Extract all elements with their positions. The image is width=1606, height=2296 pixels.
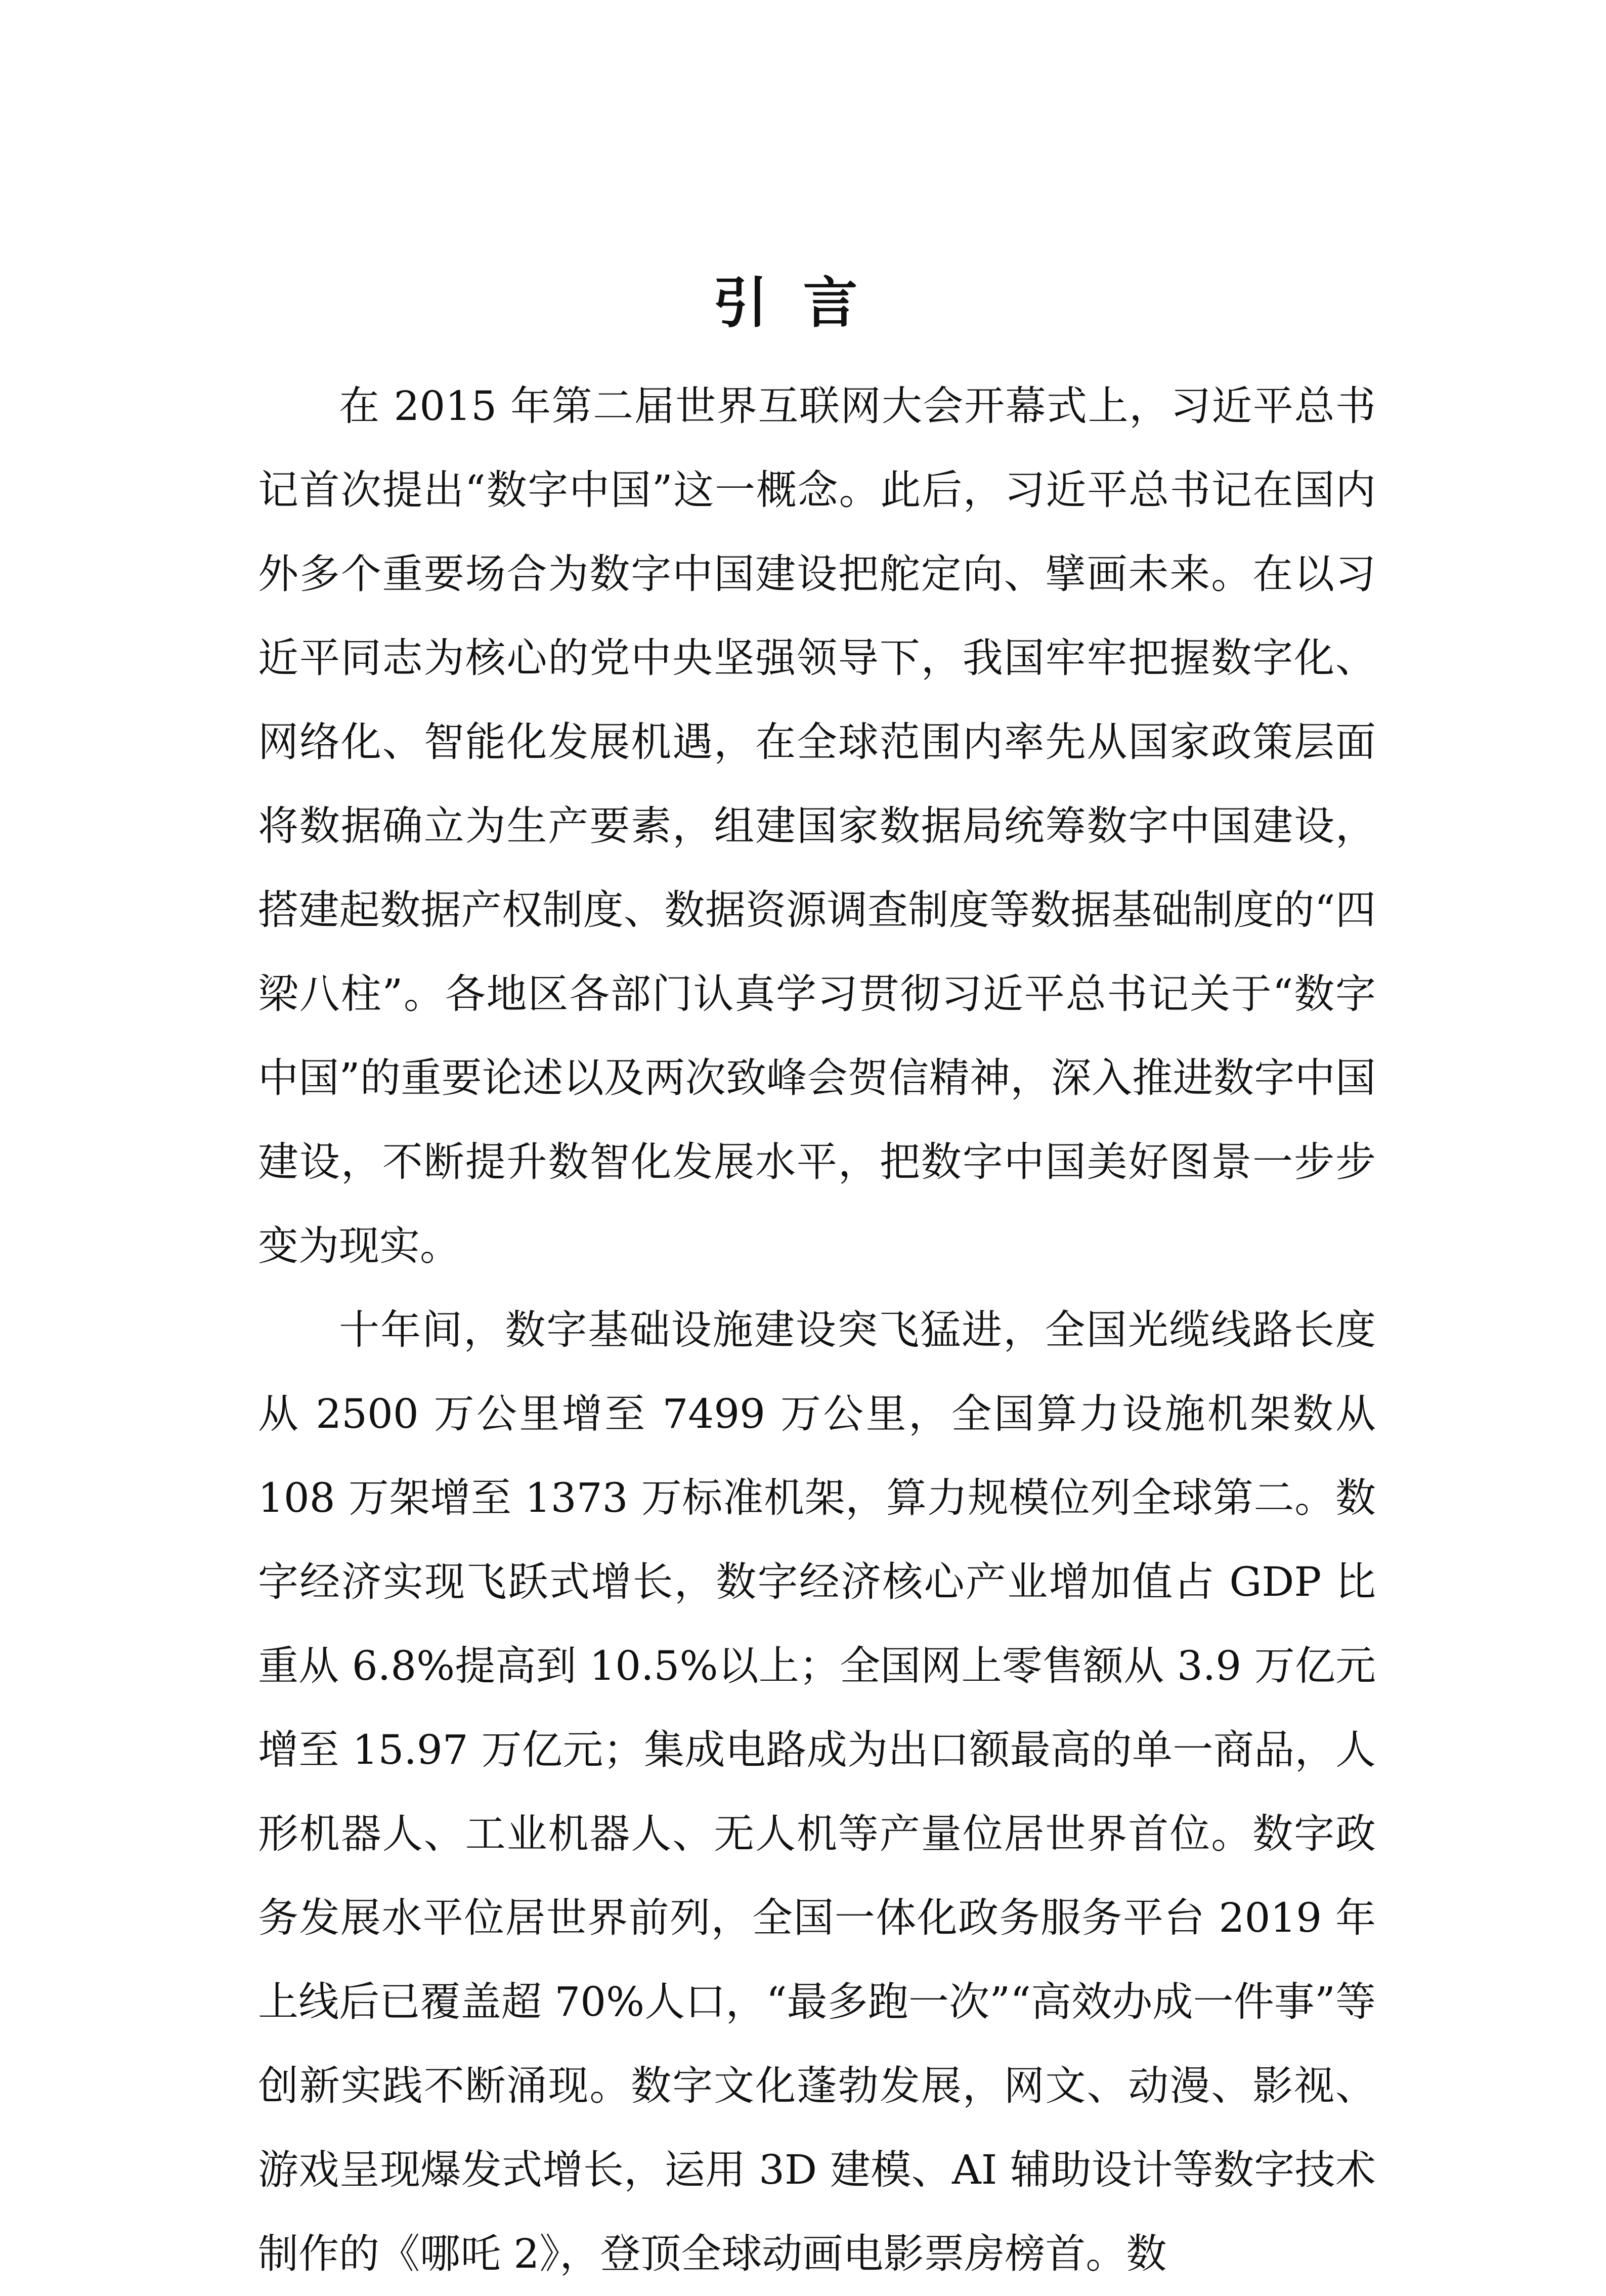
- paragraph-1: 在 2015 年第二届世界互联网大会开幕式上，习近平总书记首次提出“数字中国”这一概念。此后，习近平总书记在国内外多个重要场合为数字中国建设把舵定向、擘画未来。在以习近平同志为核心的党中央坚强领导下，我国牢牢把握数字化、网络化、智能化发展机遇，在全球范围内率先从国家政策层面将数据确立为生产要素，组建国家数据局统筹数字中国建设，搭建起数据产权制度、数据资源调查制度等数据基础制度的“四梁八柱”。各地区各部门认真学习贯彻习近平总书记关于“数字中国”的重要论述以及两次致峰会贺信精神，深入推进数字中国建设，不断提升数智化发展水平，把数字中国美好图景一步步变为现实。: [258, 382, 1376, 1269]
- body-text: [258, 364, 1376, 2296]
- paragraph-2: 十年间，数字基础设施建设突飞猛进，全国光缆线路长度从 2500 万公里增至 7499 万公里，全国算力设施机架数从 108 万架增至 1373 万标准机架，算力规模位列全球第二。数字经济实现飞跃式增长，数字经济核心产业增加值占 GDP 比重从 6.8%提高到 10.5%以上；全国网上零售额从 3.9 万亿元增至 15.97 万亿元；集成电路成为出口额最高的单一商品，人形机器人、工业机器人、无人机等产量位居世界首位。数字政务发展水平位居世界前列，全国一体化政务服务平台 2019 年上线后已覆盖超 70%人口，“最多跑一次”“高效办成一件事”等创新实践不断涌现。数字文化蓬勃发展，网文、动漫、影视、游戏呈现爆发式增长，运用 3D 建模、AI 辅助设计等数字技术制作的《哪吒 2》，登顶全球动画电影票房榜首。数: [258, 1306, 1376, 2277]
- page-title: 引言: [713, 272, 893, 335]
